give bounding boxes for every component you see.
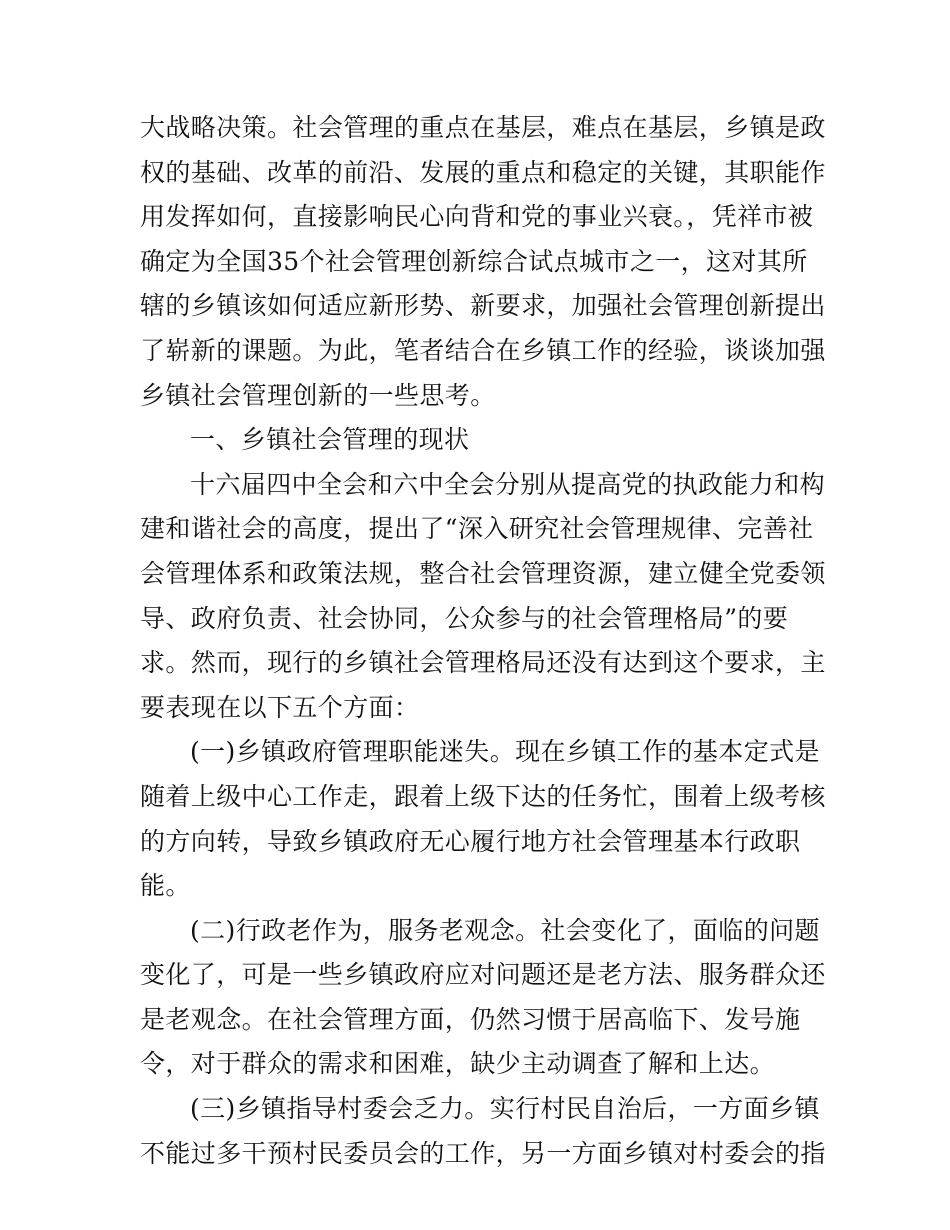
text-line: 是老观念。在社会管理方面，仍然习惯于居高临下、发号施 <box>140 1004 801 1034</box>
text-line: 令，对于群众的需求和困难，缺少主动调查了解和上达。 <box>140 1049 776 1079</box>
text-line: 随着上级中心工作走，跟着上级下达的任务忙，围着上级考核 <box>140 781 826 811</box>
text-line: 乡镇社会管理创新的一些思考。 <box>140 380 496 410</box>
section-heading: 一、乡镇社会管理的现状 <box>190 425 470 455</box>
text-line: 了崭新的课题。为此，笔者结合在乡镇工作的经验，谈谈加强 <box>140 335 826 365</box>
text-line: 权的基础、改革的前沿、发展的重点和稳定的关键，其职能作 <box>140 157 826 187</box>
text-line: 用发挥如何，直接影响民心向背和党的事业兴衰。，凭祥市被 <box>140 202 814 232</box>
text-line: 辖的乡镇该如何适应新形势、新要求，加强社会管理创新提出 <box>140 291 826 321</box>
document-body <box>140 106 826 1176</box>
text-line: 会管理体系和政策法规，整合社会管理资源，建立健全党委领 <box>140 558 826 588</box>
paragraph-start-line: (一)乡镇政府管理职能迷失。现在乡镇工作的基本定式是 <box>190 737 820 767</box>
text-line: 导、政府负责、社会协同，公众参与的社会管理格局”的要 <box>140 603 789 633</box>
text-line: 确定为全国35个社会管理创新综合试点城市之一，这对其所 <box>140 246 808 276</box>
text-line: 要表现在以下五个方面： <box>140 692 420 722</box>
text-line: 建和谐社会的高度，提出了“深入研究社会管理规律、完善社 <box>140 514 814 544</box>
text-line: 大战略决策。社会管理的重点在基层，难点在基层，乡镇是政 <box>140 113 826 142</box>
paragraph-start-line: (二)行政老作为，服务老观念。社会变化了，面临的问题 <box>190 915 820 945</box>
text-line: 的方向转，导致乡镇政府无心履行地方社会管理基本行政职 <box>140 826 801 856</box>
text-line: 能。 <box>140 871 191 901</box>
text-line: 变化了，可是一些乡镇政府应对问题还是老方法、服务群众还 <box>140 960 826 990</box>
text-line: 求。然而，现行的乡镇社会管理格局还没有达到这个要求，主 <box>140 648 826 678</box>
text-line: 不能过多干预村民委员会的工作，另一方面乡镇对村委会的指 <box>140 1138 826 1168</box>
paragraph-start-line: 十六届四中全会和六中全会分别从提高党的执政能力和构 <box>190 469 826 499</box>
paragraph-start-line: (三)乡镇指导村委会乏力。实行村民自治后，一方面乡镇 <box>190 1094 820 1124</box>
